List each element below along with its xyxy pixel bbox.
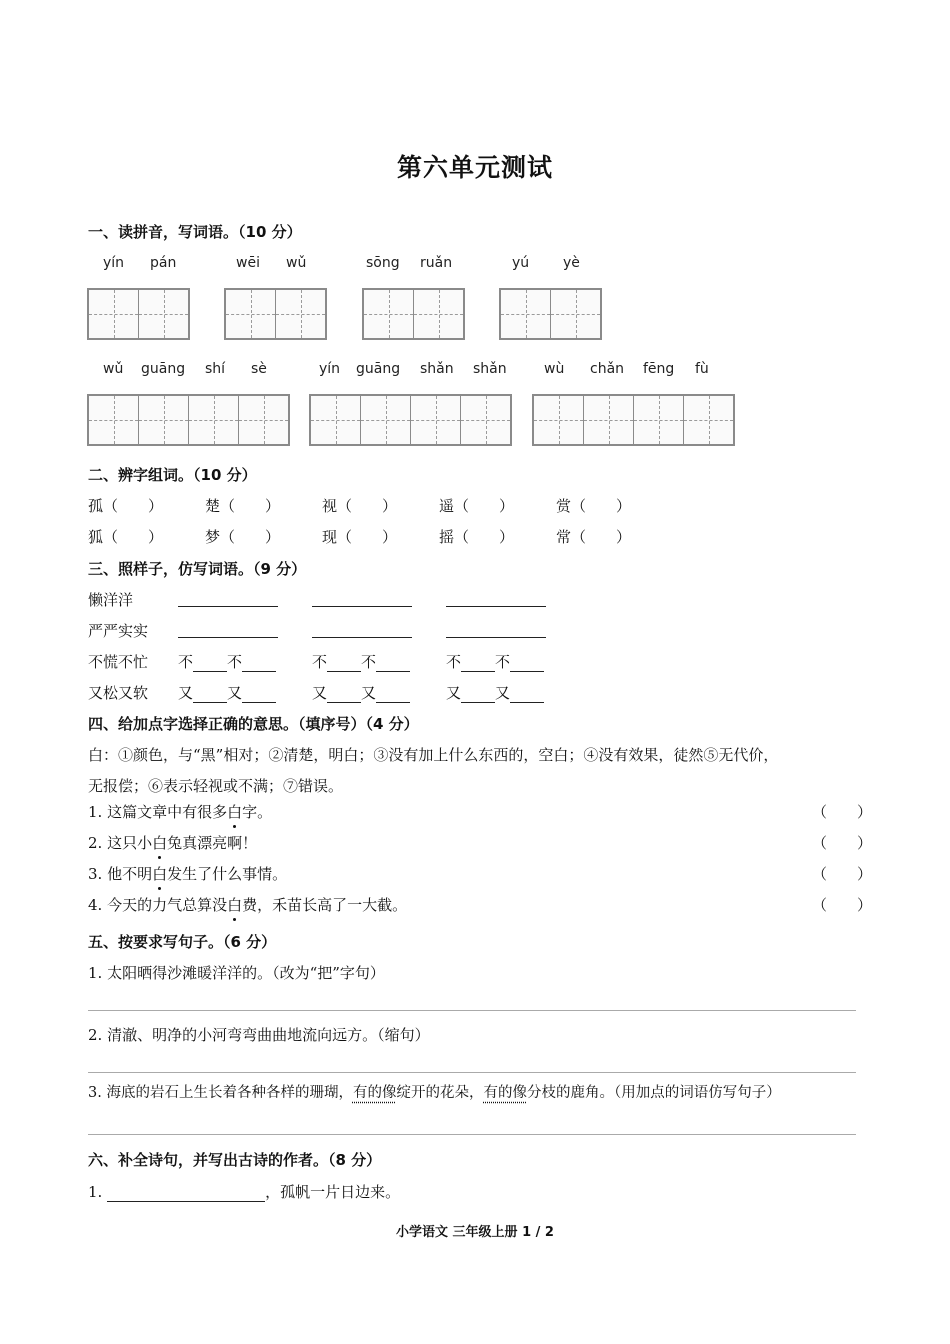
answer-blank[interactable] [376, 684, 410, 703]
pattern-char: 又 [312, 684, 328, 702]
pattern-char: 又 [178, 684, 194, 702]
pattern-char: 不 [312, 653, 328, 671]
pattern-fill [178, 651, 276, 672]
page-title: 第六单元测试 [396, 153, 553, 182]
answer-blank[interactable] [510, 684, 544, 703]
answer-blank[interactable] [193, 653, 227, 672]
pinyin: yín [319, 361, 341, 377]
pinyin: yín [103, 255, 125, 271]
definition-text: 白：①颜色，与“黑”相对；②清楚，明白；③没有加上什么东西的，空白；④没有效果，徒然⑤无代价， [88, 746, 779, 764]
answer-blank[interactable] [461, 653, 495, 672]
pinyin: shǎn [473, 361, 507, 377]
char-group-item: 遥（ ） [439, 497, 515, 515]
answer-blank[interactable] [193, 684, 227, 703]
pattern-char: 又 [495, 684, 511, 702]
pinyin: wǔ [286, 255, 307, 271]
answer-paren[interactable]: （ ） [812, 803, 873, 821]
definition-text: 无报偿；⑥表示轻视或不满；⑦错误。 [88, 777, 344, 795]
char-group-item: 常（ ） [556, 528, 632, 546]
writing-grid[interactable] [499, 288, 602, 340]
question-item: 2. 清澈、明净的小河弯弯曲曲地流向远方。（缩句） [88, 1026, 430, 1044]
section-5-heading: 五、按要求写句子。（6 分） [88, 933, 277, 951]
example-word: 严严实实 [88, 622, 149, 640]
answer-blank[interactable] [178, 623, 278, 638]
pinyin: shí [205, 361, 226, 377]
char-group-item: 梦（ ） [205, 528, 281, 546]
answer-blank[interactable] [312, 592, 412, 607]
pinyin: fēng [643, 361, 675, 377]
writing-grid[interactable] [532, 394, 735, 446]
pinyin: shǎn [420, 361, 454, 377]
pinyin: wù [544, 361, 565, 377]
writing-grid[interactable] [362, 288, 465, 340]
pattern-char: 不 [227, 653, 243, 671]
answer-line[interactable] [88, 1072, 856, 1073]
answer-blank[interactable] [461, 684, 495, 703]
char-group-item: 视（ ） [322, 497, 398, 515]
section-4-heading: 四、给加点字选择正确的意思。（填序号）（4 分） [88, 715, 419, 733]
writing-grid[interactable] [87, 288, 190, 340]
answer-blank[interactable] [510, 653, 544, 672]
pattern-char: 又 [446, 684, 462, 702]
char-group-item: 摇（ ） [439, 528, 515, 546]
pinyin: fù [695, 361, 709, 377]
answer-blank[interactable] [178, 592, 278, 607]
char-group-item: 楚（ ） [205, 497, 281, 515]
pinyin: guāng [356, 361, 401, 377]
answer-line[interactable] [88, 1010, 856, 1011]
page-footer: 小学语文 三年级上册 1 / 2 [396, 1225, 554, 1240]
question-item [88, 832, 257, 853]
char-group-item: 狐（ ） [88, 528, 164, 546]
answer-blank[interactable] [327, 653, 361, 672]
question-item [88, 1081, 781, 1102]
answer-blank[interactable] [376, 653, 410, 672]
answer-blank[interactable] [446, 623, 546, 638]
question-text: ，孤帆一片日边来。 [265, 1183, 401, 1201]
dotted-char: 白 [152, 834, 168, 852]
question-item [88, 1181, 400, 1202]
dotted-char: 白 [152, 865, 168, 883]
answer-paren[interactable]: （ ） [812, 834, 873, 852]
question-text: 绽开的花朵， [396, 1085, 484, 1101]
example-word: 懒洋洋 [88, 591, 134, 609]
dotted-char: 白 [227, 896, 243, 914]
question-text: 1. 这篇文章中有很多 [88, 803, 228, 821]
answer-line[interactable] [88, 1134, 856, 1135]
dotted-char: 白 [227, 803, 243, 821]
char-group-item: 孤（ ） [88, 497, 164, 515]
pattern-fill [446, 651, 544, 672]
pattern-char: 不 [446, 653, 462, 671]
char-group-item: 赏（ ） [556, 497, 632, 515]
section-1-heading: 一、读拼音，写词语。（10 分） [88, 223, 302, 241]
pinyin: yè [563, 255, 580, 271]
pinyin: chǎn [590, 361, 625, 377]
pattern-fill [446, 682, 544, 703]
question-text: 2. 这只小 [88, 834, 153, 852]
question-item [88, 894, 407, 915]
question-text: 兔真漂亮啊！ [167, 834, 258, 852]
pinyin: sōng [366, 255, 400, 271]
char-group-item: 现（ ） [322, 528, 398, 546]
pattern-fill [312, 682, 410, 703]
dotted-phrase: 有的像 [483, 1085, 527, 1101]
section-6-heading: 六、补全诗句，并写出古诗的作者。（8 分） [88, 1151, 382, 1169]
pattern-fill [312, 651, 410, 672]
pinyin: wēi [236, 255, 260, 271]
answer-blank[interactable] [242, 653, 276, 672]
example-word: 又松又软 [88, 684, 149, 702]
pinyin: sè [251, 361, 267, 377]
answer-blank[interactable] [327, 684, 361, 703]
section-3-heading: 三、照样子，仿写词语。（9 分） [88, 560, 307, 578]
pinyin: ruǎn [420, 255, 453, 271]
pinyin: pán [150, 255, 177, 271]
answer-blank[interactable] [446, 592, 546, 607]
pattern-char: 不 [178, 653, 194, 671]
pattern-char: 不 [495, 653, 511, 671]
pattern-char: 不 [361, 653, 377, 671]
pinyin: guāng [141, 361, 186, 377]
answer-blank[interactable] [107, 1183, 265, 1202]
question-text: 分枝的鹿角。（用加点的词语仿写句子） [526, 1085, 781, 1101]
answer-blank[interactable] [312, 623, 412, 638]
question-text: 4. 今天的力气总算没 [88, 896, 228, 914]
question-item [88, 801, 272, 822]
question-text: 3. 海底的岩石上生长着各种各样的珊瑚， [88, 1085, 353, 1101]
answer-paren[interactable]: （ ） [812, 896, 873, 914]
pattern-char: 又 [227, 684, 243, 702]
answer-paren[interactable]: （ ） [812, 865, 873, 883]
writing-grid[interactable] [224, 288, 327, 340]
pattern-fill [178, 682, 276, 703]
dotted-phrase: 有的像 [352, 1085, 397, 1101]
pinyin: yú [512, 255, 530, 271]
question-text: 3. 他不明 [88, 865, 153, 883]
writing-grid[interactable] [87, 394, 290, 446]
writing-grid[interactable] [309, 394, 512, 446]
answer-blank[interactable] [242, 684, 276, 703]
pattern-char: 又 [361, 684, 377, 702]
question-text: 费，禾苗长高了一大截。 [242, 896, 408, 914]
question-item: 1. 太阳晒得沙滩暖洋洋的。（改为“把”字句） [88, 964, 385, 982]
question-text: 发生了什么事情。 [167, 865, 288, 883]
question-item [88, 863, 287, 884]
question-number: 1. [88, 1183, 103, 1201]
question-text: 字。 [242, 803, 273, 821]
pinyin: wǔ [103, 361, 124, 377]
section-2-heading: 二、辨字组词。（10 分） [88, 466, 257, 484]
example-word: 不慌不忙 [88, 653, 149, 671]
